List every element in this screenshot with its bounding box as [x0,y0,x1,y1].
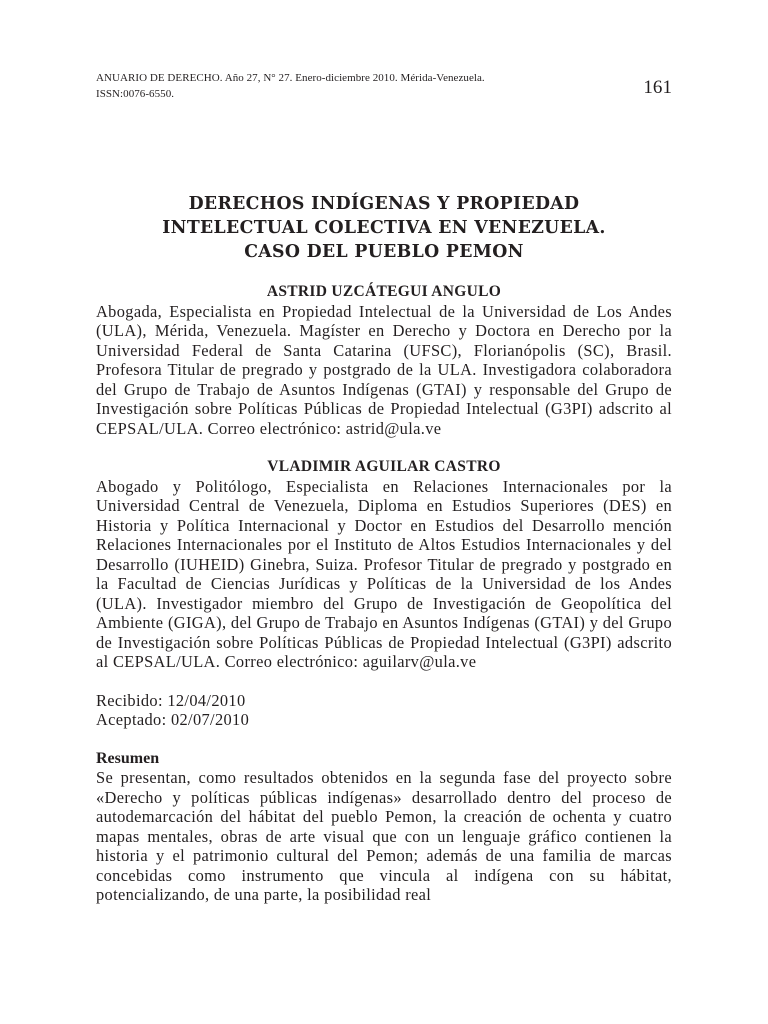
article-title [96,192,672,264]
author-bio-1: Abogada, Especialista en Propiedad Intelectual de la Universidad de Los Andes (ULA), Mérida, Venezuela. Magíster en Derecho y Doctora en Derecho por la Universidad Federal de Santa Catarina (UFSC), Florianópolis (SC), Brasil. Profesora Titular de pregrado y postgrado de la ULA. Investigadora colaboradora del Grupo de Trabajo de Asuntos Indígenas (GTAI) y responsable del Grupo de Investigación sobre Políticas Públicas de Propiedad Intelectual (G3PI) adscrito al CEPSAL/ULA. Correo electrónico: astrid@ula.ve [96,301,672,438]
accepted-date: Aceptado: 02/07/2010 [96,710,250,729]
title-line-3: CASO DEL PUEBLO PEMON [244,242,524,262]
running-head [96,70,672,102]
submission-dates [96,691,672,730]
title-line-1: DERECHOS INDÍGENAS Y PROPIEDAD [188,194,580,214]
journal-citation: ANUARIO DE DERECHO. Año 27, N° 27. Enero-diciembre 2010. Mérida-Venezuela. [96,72,485,84]
author-bio-2: Abogado y Politólogo, Especialista en Relaciones Internacionales por la Universidad Central de Venezuela, Diploma en Estudios Superiores (DES) en Historia y Política Internacional y Doctor en Estudios del Desarrollo mención Relaciones Internacionales por el Instituto de Altos Estudios Internacionales y del Desarrollo (IUHEID) Ginebra, Suiza. Profesor Titular de pregrado y postgrado en la Facultad de Ciencias Jurídicas y Políticas de la Universidad de los Andes (ULA). Investigador miembro del Grupo de Investigación de Geopolítica del Ambiente (GIGA), del Grupo de Trabajo en Asuntos Indígenas (GTAI) y del Grupo de Investigación sobre Políticas Públicas de Propiedad Intelectual (G3PI) adscrito al CEPSAL/ULA. Correo electrónico: aguilarv@ula.ve [96,476,672,671]
document-page [96,70,672,905]
author-name-2: VLADIMIR AGUILAR CASTRO [267,458,501,475]
abstract-heading: Resumen [96,749,160,767]
issn: ISSN:0076-6550. [96,88,175,100]
author-name-1: ASTRID UZCÁTEGUI ANGULO [266,283,502,300]
abstract-text: Se presentan, como resultados obtenidos en la segunda fase del proyecto sobre «Derecho y políticas públicas indígenas» desarrollado dentro del proceso de autodemarcación del hábitat del pueblo Pemon, la creación de ochenta y cuatro mapas mentales, obras de arte visual que con un lenguaje gráfico contienen la historia y el patrimonio cultural del Pemon; además de una familia de marcas concebidas como instrumento que vincula al indígena con su hábitat, potencializando, de una parte, la posibilidad real [96,768,672,904]
page-number: 161 [643,77,672,98]
title-line-2: INTELECTUAL COLECTIVA EN VENEZUELA. [162,218,606,238]
received-date: Recibido: 12/04/2010 [96,690,246,710]
